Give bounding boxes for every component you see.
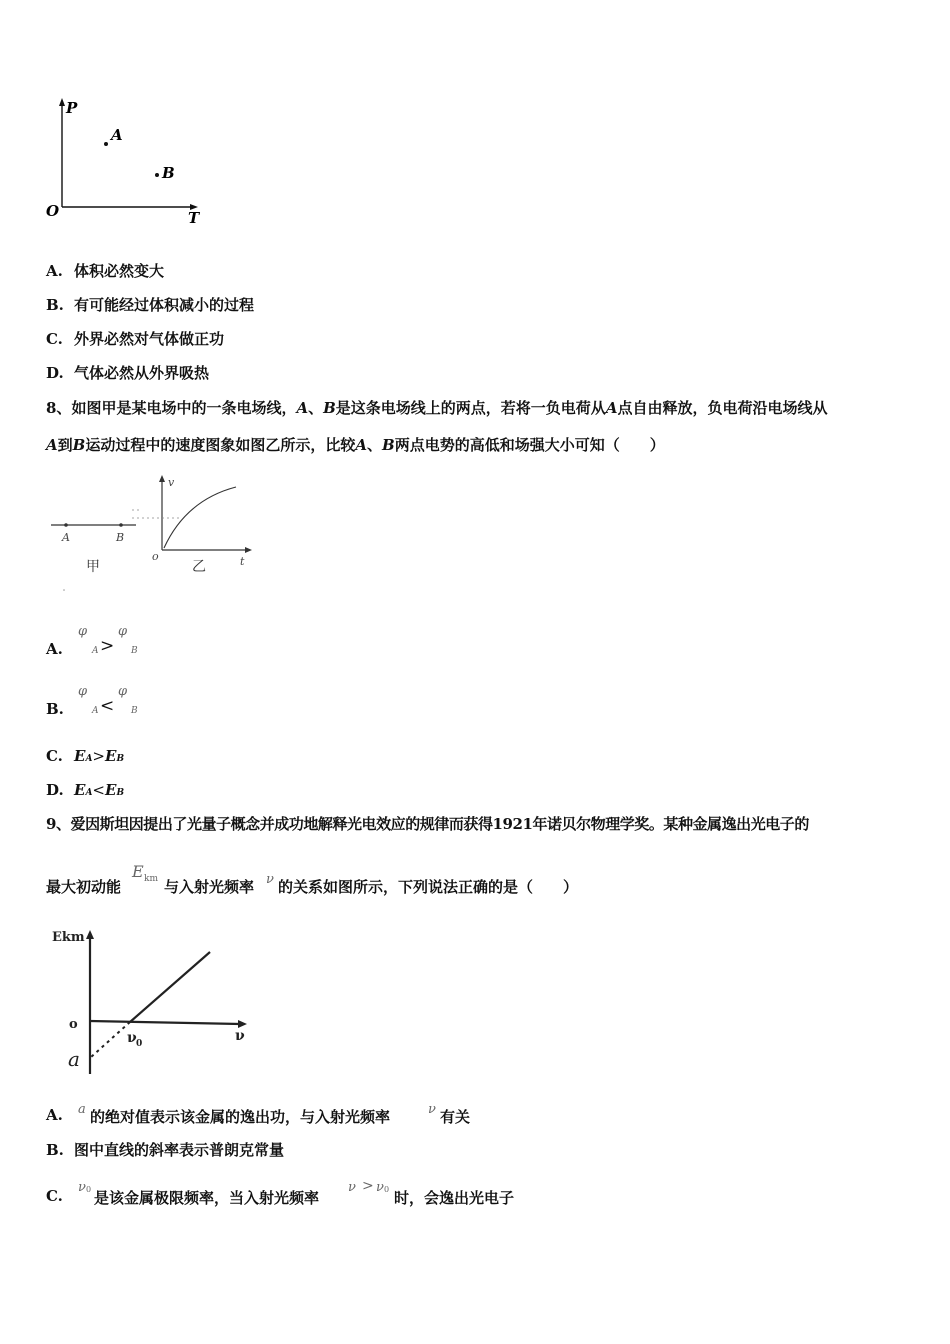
option-text: 气体必然从外界吸热 — [74, 364, 210, 382]
option-text: 体积必然变大 — [74, 262, 165, 280]
subscript: 0 — [384, 1185, 390, 1194]
question-number: 9、 — [46, 815, 71, 833]
subscript: B — [131, 706, 138, 716]
v-axis-arrow — [159, 475, 165, 482]
nu0-subscript: 0 — [136, 1039, 143, 1049]
q8-option-c — [46, 746, 124, 769]
ekm-line — [130, 952, 210, 1022]
e-symbol: E — [105, 747, 117, 765]
relation-sign: < — [92, 781, 105, 799]
stem-text: 到 — [57, 436, 73, 454]
option-letter: C. — [46, 747, 63, 765]
q8-figure — [46, 470, 266, 595]
option-text: 有可能经过体积减小的过程 — [74, 296, 255, 314]
option-letter: A. — [46, 262, 63, 280]
a-symbol: a — [78, 1102, 86, 1117]
nu-axis-arrow — [238, 1020, 247, 1028]
q9-option-a — [46, 1100, 746, 1130]
p-axis-label: P — [66, 99, 78, 117]
t-axis-label: t — [240, 555, 245, 568]
option-text: 时，会逸出光电子 — [394, 1189, 515, 1207]
ekm-subscript: km — [144, 874, 158, 884]
point-a-ref: A — [355, 436, 367, 454]
e-symbol: E — [105, 781, 117, 799]
option-text: 的绝对值表示该金属的逸出功，与入射光频率 — [90, 1108, 391, 1126]
q8-option-a — [46, 622, 246, 667]
nu0-label: ν — [127, 1030, 137, 1046]
point-a-label: A — [111, 126, 123, 144]
ekm-axis-label: Ekm — [52, 930, 85, 945]
point-b-ref: B — [382, 436, 395, 454]
q8-stem-line2 — [46, 435, 665, 455]
stem-text: 、 — [308, 399, 324, 417]
point-a-ref: A — [296, 399, 309, 417]
stem-text: 最大初动能 — [46, 878, 122, 896]
q7-option-a — [46, 261, 164, 281]
relation-sign: > — [362, 1178, 374, 1194]
pt-diagram — [40, 95, 220, 230]
phi-symbol: φ — [118, 684, 128, 699]
option-letter: C. — [46, 330, 63, 348]
nu-symbol: ν — [348, 1180, 356, 1195]
subscript: A — [92, 706, 99, 716]
ekm-line-extension — [90, 1022, 130, 1058]
point-a-ref: A — [46, 436, 58, 454]
option-letter: B. — [46, 296, 64, 314]
field-point-b — [119, 523, 123, 527]
q9-option-b — [46, 1140, 284, 1160]
relation-sign: < — [100, 696, 115, 716]
stem-text: 如图甲是某电场中的一条电场线， — [71, 399, 297, 417]
subscript: 0 — [86, 1185, 92, 1194]
t-axis-label: T — [188, 209, 200, 227]
subscript: A — [85, 788, 93, 798]
v-axis-label: v — [168, 476, 175, 489]
option-text: 有关 — [440, 1108, 471, 1126]
fig-label-yi: 乙 — [192, 559, 206, 575]
phi-symbol: φ — [118, 624, 128, 639]
intercept-label: a — [68, 1047, 80, 1071]
nu-axis — [90, 1021, 240, 1024]
nu0-symbol: ν — [78, 1180, 86, 1195]
option-text: 外界必然对气体做正功 — [74, 330, 225, 348]
field-label-a: A — [62, 531, 70, 544]
velocity-curve — [164, 487, 236, 548]
option-letter: A. — [46, 640, 63, 658]
point-b-ref: B — [323, 399, 336, 417]
option-letter: B. — [46, 1141, 64, 1159]
nu-symbol: ν — [266, 872, 274, 887]
stem-text: 运动过程中的速度图象如图乙所示，比较 — [85, 436, 356, 454]
subscript: B — [116, 754, 125, 764]
p-axis-arrow — [59, 98, 65, 106]
option-letter: A. — [46, 1106, 63, 1124]
t-axis-arrow — [245, 547, 252, 553]
point-a-ref: A — [605, 399, 618, 417]
option-letter: C. — [46, 1187, 63, 1205]
point-b-label: B — [162, 164, 175, 182]
option-text: 是该金属极限频率，当入射光频率 — [94, 1189, 320, 1207]
phi-symbol: φ — [78, 684, 88, 699]
q7-option-d — [46, 363, 209, 383]
option-letter: B. — [46, 700, 64, 718]
q9-stem-line2 — [46, 862, 926, 902]
q9-stem-line1 — [46, 814, 809, 834]
point-a — [104, 142, 108, 146]
subscript: A — [92, 646, 99, 656]
q9-figure — [52, 922, 260, 1082]
option-text: 图中直线的斜率表示普朗克常量 — [74, 1141, 285, 1159]
point-b — [155, 173, 159, 177]
relation-sign: > — [92, 747, 105, 765]
q8-stem-line1 — [46, 398, 827, 418]
nu-symbol: ν — [428, 1102, 436, 1117]
e-symbol: E — [74, 747, 86, 765]
stem-text: 爱因斯坦因提出了光量子概念并成功地解释光电效应的规律而获得1921年诺贝尔物理学奖。某种金属逸出光电子的 — [70, 815, 809, 833]
origin-label: o — [69, 1017, 78, 1032]
subscript: B — [131, 646, 138, 656]
nu0-symbol: ν — [376, 1180, 384, 1195]
q9-option-c — [46, 1176, 746, 1212]
nu-axis-label: ν — [235, 1028, 245, 1044]
field-label-b: B — [116, 531, 125, 544]
relation-sign: > — [100, 636, 115, 656]
speck — [63, 589, 65, 591]
ekm-symbol: E — [132, 862, 144, 881]
question-number: 8、 — [46, 399, 72, 417]
subscript: A — [85, 754, 93, 764]
origin-label: O — [46, 202, 60, 220]
field-point-a — [64, 523, 68, 527]
stem-text: 的关系如图所示，下列说法正确的是（ ） — [278, 878, 579, 896]
q7-option-c — [46, 329, 224, 349]
stem-text: 点自由释放，负电荷沿电场线从 — [617, 399, 828, 417]
stem-text: 两点电势的高低和场强大小可知（ ） — [394, 436, 665, 454]
q8-option-b — [46, 682, 246, 727]
ekm-axis-arrow — [86, 930, 94, 939]
origin-label: o — [152, 550, 159, 563]
phi-symbol: φ — [78, 624, 88, 639]
point-b-ref: B — [72, 436, 86, 454]
stem-text: 与入射光频率 — [164, 878, 255, 896]
stem-text: 是这条电场线上的两点，若将一负电荷从 — [335, 399, 606, 417]
q8-option-d — [46, 780, 124, 803]
stem-text: 、 — [367, 436, 383, 454]
q7-option-b — [46, 295, 254, 315]
option-letter: D. — [46, 364, 64, 382]
e-symbol: E — [74, 781, 86, 799]
option-letter: D. — [46, 781, 64, 799]
fig-label-jia: 甲 — [86, 559, 100, 575]
subscript: B — [116, 788, 125, 798]
